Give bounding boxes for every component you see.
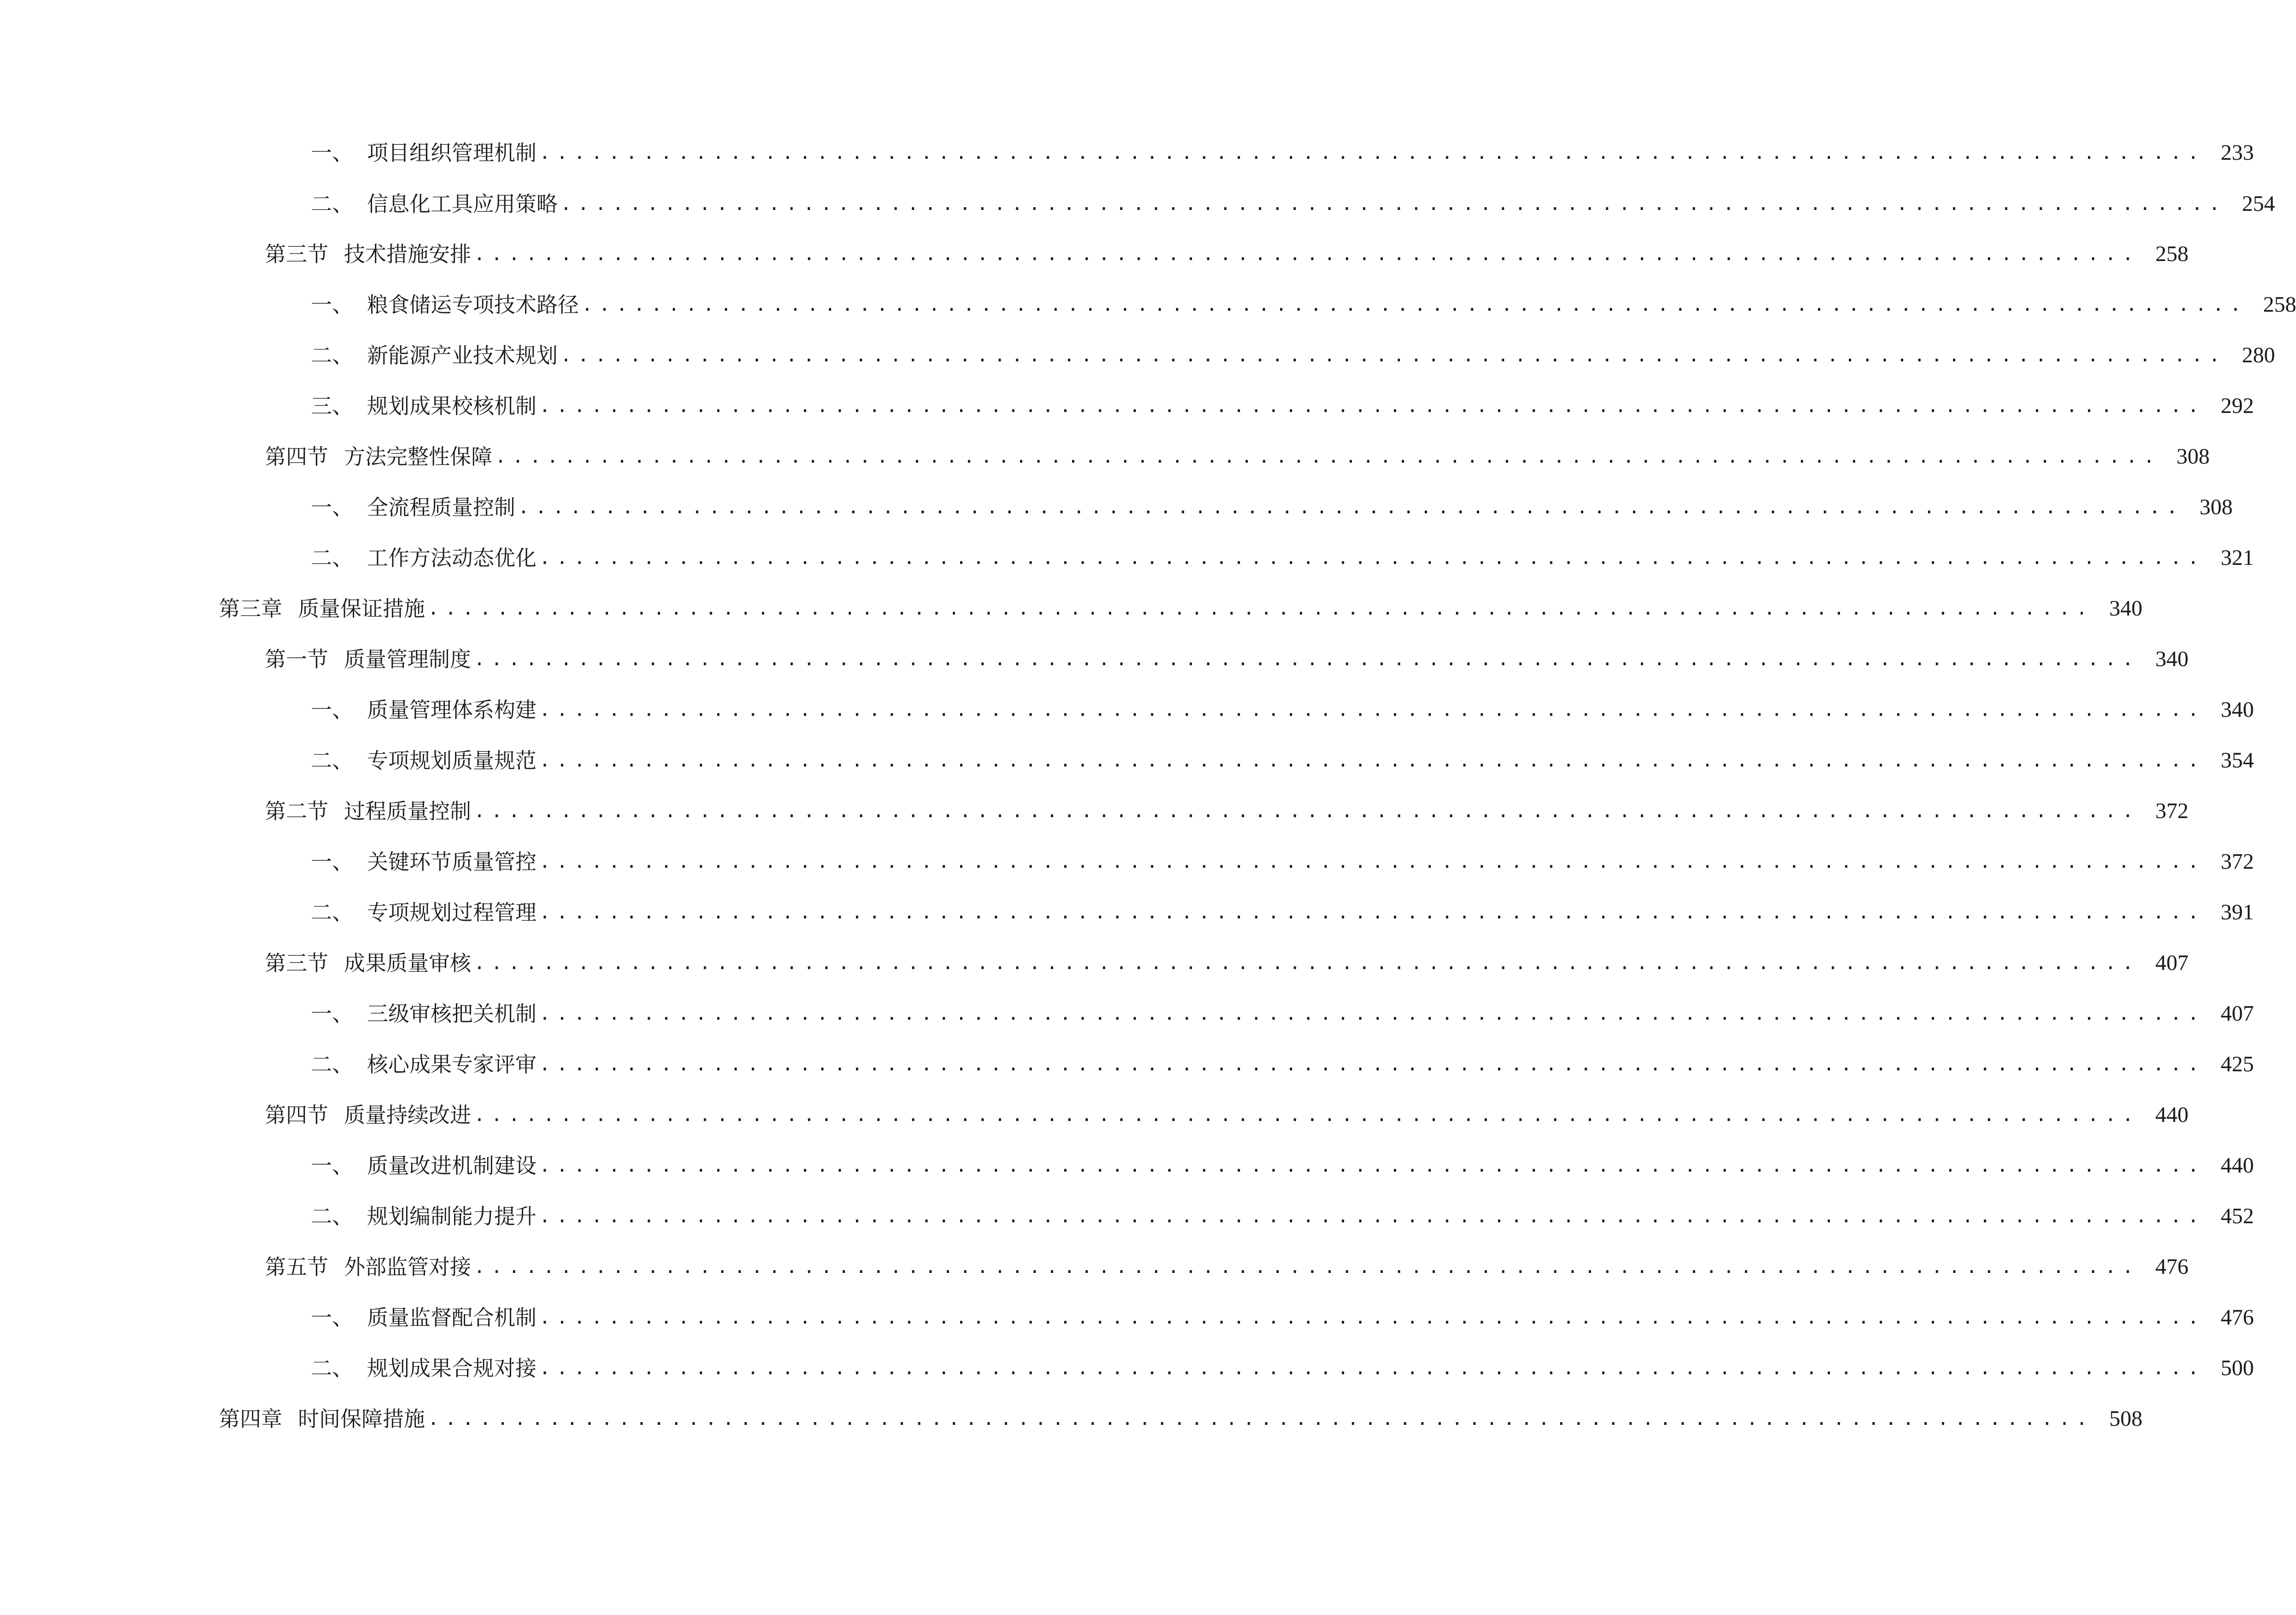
toc-entry[interactable] bbox=[311, 894, 2254, 931]
toc-entry-title: 规划成果合规对接 bbox=[367, 1356, 536, 1381]
toc-entry[interactable] bbox=[311, 134, 2254, 171]
toc-entry[interactable] bbox=[311, 388, 2254, 424]
toc-dot-leader: ................................................................................................ bbox=[560, 193, 2226, 215]
toc-entry-title: 项目组织管理机制 bbox=[367, 140, 536, 165]
toc-entry[interactable] bbox=[311, 1299, 2254, 1336]
toc-dot-leader: ................................................................................................ bbox=[474, 801, 2140, 822]
toc-entry-number: 三、 bbox=[311, 394, 353, 418]
toc-entry-number: 一、 bbox=[311, 1153, 353, 1178]
toc-entry-number: 二、 bbox=[311, 192, 353, 216]
toc-entry[interactable] bbox=[311, 1198, 2254, 1235]
toc-entry[interactable] bbox=[265, 1097, 2189, 1133]
toc-entry-page: 254 bbox=[2242, 192, 2275, 216]
toc-entry[interactable] bbox=[265, 945, 2189, 982]
toc-entry-page: 354 bbox=[2220, 748, 2254, 773]
toc-entry-page: 321 bbox=[2220, 546, 2254, 570]
toc-entry-page: 372 bbox=[2220, 849, 2254, 874]
toc-entry-title: 信息化工具应用策略 bbox=[367, 192, 558, 216]
toc-dot-leader: ................................................................................................ bbox=[428, 598, 2094, 619]
toc-entry-page: 340 bbox=[2220, 697, 2254, 722]
toc-entry[interactable] bbox=[311, 1350, 2254, 1387]
toc-entry-number: 二、 bbox=[311, 546, 353, 570]
toc-entry[interactable] bbox=[265, 641, 2189, 678]
toc-entry-title: 三级审核把关机制 bbox=[367, 1001, 536, 1026]
toc-entry-page: 391 bbox=[2220, 900, 2254, 924]
toc-entry-page: 233 bbox=[2220, 140, 2254, 165]
toc-entry-page: 308 bbox=[2176, 444, 2210, 469]
toc-entry-page: 280 bbox=[2242, 343, 2275, 367]
toc-entry-number: 二、 bbox=[311, 1204, 353, 1229]
toc-entry-title: 专项规划过程管理 bbox=[367, 900, 536, 925]
toc-entry[interactable] bbox=[265, 236, 2189, 273]
toc-dot-leader: ................................................................................................ bbox=[474, 649, 2140, 670]
toc-dot-leader: ................................................................................................ bbox=[539, 1307, 2205, 1328]
toc-entry-page: 508 bbox=[2109, 1406, 2143, 1431]
toc-entry-title: 时间保障措施 bbox=[298, 1406, 425, 1431]
toc-dot-leader: ................................................................................................ bbox=[539, 851, 2205, 872]
toc-entry-number: 第四节 bbox=[265, 444, 328, 469]
toc-entry-number: 一、 bbox=[311, 140, 353, 165]
toc-entry-number: 第四章 bbox=[219, 1406, 282, 1431]
toc-entry-number: 一、 bbox=[311, 495, 353, 520]
toc-entry-title: 核心成果专家评审 bbox=[367, 1052, 536, 1077]
toc-entry-number: 第三节 bbox=[265, 951, 328, 976]
toc-entry[interactable] bbox=[311, 489, 2233, 526]
toc-entry-number: 一、 bbox=[311, 849, 353, 874]
toc-entry[interactable] bbox=[311, 1147, 2254, 1184]
toc-entry[interactable] bbox=[311, 540, 2254, 576]
toc-dot-leader: ................................................................................................ bbox=[539, 547, 2205, 569]
toc-entry[interactable] bbox=[311, 843, 2254, 880]
toc-entry-title: 质量持续改进 bbox=[344, 1103, 471, 1127]
toc-dot-leader: ................................................................................................ bbox=[495, 446, 2161, 467]
toc-entry-title: 成果质量审核 bbox=[344, 951, 471, 976]
toc-entry-title: 工作方法动态优化 bbox=[367, 546, 536, 570]
toc-dot-leader: ................................................................................................ bbox=[539, 1155, 2205, 1176]
toc-dot-leader: ................................................................................................ bbox=[539, 1003, 2205, 1024]
toc-entry[interactable] bbox=[265, 1249, 2189, 1285]
toc-dot-leader: ................................................................................................ bbox=[518, 497, 2184, 518]
toc-entry-page: 308 bbox=[2199, 495, 2233, 519]
toc-entry-number: 一、 bbox=[311, 1305, 353, 1330]
toc-entry[interactable] bbox=[265, 438, 2210, 475]
toc-entry[interactable] bbox=[219, 590, 2143, 627]
toc-entry-number: 二、 bbox=[311, 343, 353, 368]
toc-entry-page: 452 bbox=[2220, 1204, 2254, 1228]
toc-dot-leader: ................................................................................................ bbox=[474, 244, 2140, 265]
toc-entry-number: 第三节 bbox=[265, 242, 328, 267]
toc-entry[interactable] bbox=[311, 995, 2254, 1032]
toc-entry-number: 一、 bbox=[311, 697, 353, 722]
toc-entry-page: 500 bbox=[2220, 1356, 2254, 1380]
toc-entry-number: 第一节 bbox=[265, 647, 328, 672]
toc-entry-page: 258 bbox=[2263, 292, 2296, 317]
toc-entry[interactable] bbox=[311, 691, 2254, 728]
toc-entry[interactable] bbox=[311, 742, 2254, 779]
toc-entry-title: 技术措施安排 bbox=[344, 242, 471, 267]
toc-entry-page: 340 bbox=[2155, 647, 2189, 671]
toc-dot-leader: ................................................................................................ bbox=[474, 953, 2140, 974]
toc-entry-title: 关键环节质量管控 bbox=[367, 849, 536, 874]
toc-entry-title: 外部监管对接 bbox=[344, 1255, 471, 1279]
toc-entry-title: 专项规划质量规范 bbox=[367, 748, 536, 773]
toc-entry-title: 规划编制能力提升 bbox=[367, 1204, 536, 1229]
toc-entry-page: 476 bbox=[2220, 1305, 2254, 1330]
toc-entry-page: 340 bbox=[2109, 596, 2143, 621]
toc-dot-leader: ................................................................................................ bbox=[474, 1256, 2140, 1278]
toc-dot-leader: ................................................................................................ bbox=[539, 1054, 2205, 1075]
toc-dot-leader: ................................................................................................ bbox=[539, 750, 2205, 771]
toc-dot-leader: ................................................................................................ bbox=[539, 1358, 2205, 1379]
toc-entry-number: 二、 bbox=[311, 1356, 353, 1381]
toc-dot-leader: ................................................................................................ bbox=[582, 294, 2248, 315]
toc-entry-number: 第四节 bbox=[265, 1103, 328, 1127]
toc-dot-leader: ................................................................................................ bbox=[539, 699, 2205, 720]
toc-dot-leader: ................................................................................................ bbox=[428, 1408, 2094, 1429]
toc-entry-page: 372 bbox=[2155, 799, 2189, 823]
toc-entry-title: 新能源产业技术规划 bbox=[367, 343, 558, 368]
toc-entry-title: 方法完整性保障 bbox=[344, 444, 492, 469]
toc-entry-page: 476 bbox=[2155, 1255, 2189, 1279]
toc-entry-number: 一、 bbox=[311, 1001, 353, 1026]
toc-dot-leader: ................................................................................................ bbox=[539, 1206, 2205, 1227]
toc-entry-page: 440 bbox=[2220, 1153, 2254, 1178]
toc-entry-title: 质量管理制度 bbox=[344, 647, 471, 672]
toc-entry[interactable] bbox=[311, 286, 2296, 323]
toc-entry-number: 一、 bbox=[311, 292, 353, 317]
toc-dot-leader: ................................................................................................ bbox=[539, 395, 2205, 417]
toc-entry-number: 第三章 bbox=[219, 596, 282, 621]
toc-entry-page: 258 bbox=[2155, 242, 2189, 266]
toc-dot-leader: ................................................................................................ bbox=[539, 902, 2205, 923]
toc-entry[interactable] bbox=[311, 1046, 2254, 1083]
toc-entry-page: 407 bbox=[2155, 951, 2189, 975]
toc-dot-leader: ................................................................................................ bbox=[539, 142, 2205, 163]
toc-entry-number: 二、 bbox=[311, 900, 353, 925]
toc-entry-title: 质量监督配合机制 bbox=[367, 1305, 536, 1330]
toc-entry-title: 全流程质量控制 bbox=[367, 495, 515, 520]
toc-entry-number: 第二节 bbox=[265, 799, 328, 824]
toc-dot-leader: ................................................................................................ bbox=[474, 1104, 2140, 1126]
toc-entry-page: 292 bbox=[2220, 394, 2254, 418]
toc-entry-title: 质量保证措施 bbox=[298, 596, 425, 621]
toc-entry-number: 二、 bbox=[311, 748, 353, 773]
toc-entry-title: 规划成果校核机制 bbox=[367, 394, 536, 418]
toc-dot-leader: ................................................................................................ bbox=[560, 345, 2226, 366]
toc-entry-title: 粮食储运专项技术路径 bbox=[367, 292, 579, 317]
toc-entry-title: 质量管理体系构建 bbox=[367, 697, 536, 722]
toc-entry[interactable] bbox=[219, 1400, 2143, 1437]
toc-entry-number: 二、 bbox=[311, 1052, 353, 1077]
toc-entry-number: 第五节 bbox=[265, 1255, 328, 1279]
toc-entry-page: 407 bbox=[2220, 1001, 2254, 1026]
toc-entry-title: 过程质量控制 bbox=[344, 799, 471, 824]
toc-entry-page: 440 bbox=[2155, 1103, 2189, 1127]
toc-entry[interactable] bbox=[311, 337, 2275, 374]
toc-entry[interactable] bbox=[265, 793, 2189, 830]
toc-entry[interactable] bbox=[311, 186, 2275, 222]
toc-entry-title: 质量改进机制建设 bbox=[367, 1153, 536, 1178]
toc-entry-page: 425 bbox=[2220, 1052, 2254, 1076]
